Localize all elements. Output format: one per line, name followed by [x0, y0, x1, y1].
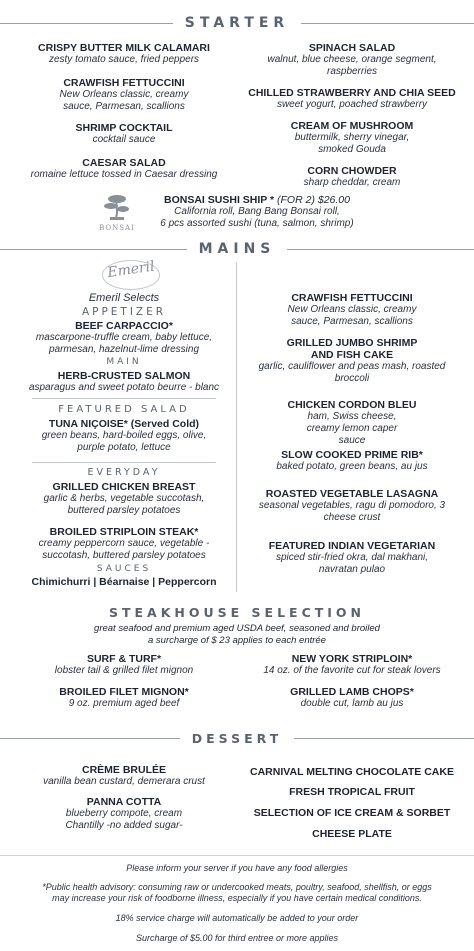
divider — [0, 855, 474, 856]
menu-item — [18, 653, 230, 677]
everyday-label: EVERYDAY — [87, 467, 161, 478]
item-name: CRÈME BRULÉE — [81, 764, 166, 776]
featured-salad-label: FEATURED SALAD — [58, 404, 190, 415]
item-name: CHILLED STRAWBERRY AND CHIA SEED — [248, 87, 456, 99]
emeril-logo: Emeril — [106, 258, 156, 282]
allergy-notice: Please inform your server if you have any food allergies — [126, 863, 348, 873]
item-name: SLOW COOKED PRIME RIB* — [281, 449, 423, 461]
item-desc: 6 pcs assorted sushi (tuna, salmon, shrimp) — [160, 218, 354, 229]
item-name: CHEESE PLATE — [312, 828, 392, 840]
item-desc: double cut, lamb au jus — [300, 698, 404, 709]
item-desc: spiced stir-fried okra, dal makhani, navratan pulao — [275, 552, 429, 575]
item-price: (FOR 2) $26.00 — [274, 194, 350, 206]
item-name: SELECTION OF ICE CREAM & SORBET — [253, 807, 451, 819]
item-desc: New Orleans classic, creamy sauce, Parmesan, scallions — [287, 304, 417, 327]
divider — [287, 249, 474, 250]
item-name: BEEF CARPACCIO* — [75, 320, 173, 332]
main-label: MAIN — [106, 357, 142, 367]
column-divider — [236, 262, 237, 592]
menu-item — [242, 828, 462, 840]
divider — [301, 23, 474, 24]
item-desc: lobster tail & grilled filet mignon — [54, 665, 194, 676]
item-name: CRISPY BUTTER MILK CALAMARI — [38, 42, 210, 54]
item-name: TUNA NIÇOISE* (Served Cold) — [48, 418, 200, 430]
item-name: NEW YORK STRIPLOIN* — [291, 653, 413, 665]
menu-item-bonsai — [140, 194, 374, 230]
menu-item — [242, 165, 462, 189]
dessert-header — [0, 730, 474, 746]
item-desc: romaine lettuce tossed in Caesar dressing — [30, 169, 218, 180]
item-desc: sweet yogurt, poached strawberry — [276, 99, 428, 110]
menu-item — [242, 540, 462, 576]
menu-item — [18, 796, 230, 832]
item-name: GRILLED LAMB CHOPS* — [290, 686, 414, 698]
divider — [294, 738, 474, 739]
sauces-label: SAUCES — [96, 564, 152, 574]
item-name: HERB-CRUSTED SALMON — [57, 370, 191, 382]
menu-item — [242, 449, 462, 473]
divider — [32, 398, 216, 399]
bonsai-logo-text: BONSAI — [99, 224, 135, 232]
menu-item — [18, 122, 230, 146]
menu-item — [242, 488, 462, 524]
divider — [0, 738, 180, 739]
item-desc: New Orleans classic, creamy sauce, Parmesan, scallions — [59, 89, 189, 112]
item-desc: zesty tomato sauce, fried peppers — [48, 54, 200, 65]
divider — [0, 23, 173, 24]
starter-header — [0, 15, 474, 31]
item-name: FEATURED INDIAN VEGETARIAN — [268, 540, 436, 552]
item-desc: California roll, Bang Bang Bonsai roll, — [174, 206, 340, 217]
menu-item — [242, 807, 462, 819]
menu-item — [242, 337, 462, 385]
menu-item — [18, 320, 230, 356]
menu-item — [242, 786, 462, 798]
item-desc: baked potato, green beans, au jus — [276, 461, 428, 472]
steakhouse-surcharge: a surcharge of $ 23 applies to each entrée — [148, 635, 326, 646]
menu-item — [18, 157, 230, 181]
dessert-title: DESSERT — [191, 730, 283, 746]
item-desc: asparagus and sweet potato beurre - blanc — [28, 382, 220, 393]
appetizer-label: APPETIZER — [81, 306, 167, 318]
menu-item — [18, 481, 230, 517]
item-name: CARNIVAL MELTING CHOCOLATE CAKE — [250, 766, 454, 778]
item-desc: buttermilk, sherry vinegar, smoked Gouda — [294, 132, 410, 155]
item-name: SURF & TURF* — [86, 653, 162, 665]
item-name: CAESAR SALAD — [82, 157, 166, 169]
item-desc: sharp cheddar, cream — [303, 177, 401, 188]
steakhouse-header — [0, 604, 474, 620]
item-name: GRILLED CHICKEN BREAST — [52, 481, 196, 493]
item-desc: walnut, blue cheese, orange segment, raspberries — [267, 54, 437, 77]
steakhouse-intro: great seafood and premium aged USDA beef, seasoned and broiled — [94, 623, 380, 634]
menu-item — [242, 686, 462, 710]
item-desc: ham, Swiss cheese, creamy lemon caper sauce — [306, 411, 398, 446]
steakhouse-title: STEAKHOUSE SELECTION — [108, 604, 366, 620]
surcharge-notice: Surcharge of $5.00 for third entree or more applies — [135, 933, 339, 943]
item-desc: 9 oz. premium aged beef — [68, 698, 180, 709]
item-name: PANNA COTTA — [86, 796, 162, 808]
menu-item — [18, 686, 230, 710]
item-desc: green beans, hard-boiled eggs, olive, purple potato, lettuce — [41, 430, 207, 453]
item-desc: cocktail sauce — [92, 134, 156, 145]
item-desc: garlic & herbs, vegetable succotash, buttered parsley potatoes — [43, 493, 205, 516]
health-advisory: *Public health advisory: consuming raw or undercooked meats, poultry, seafood, shellfish, or eggs may increase your risk of foodborne illness, especially if you have certain medical conditions. — [42, 882, 432, 903]
item-name: CORN CHOWDER — [307, 165, 397, 177]
menu-item — [242, 42, 462, 78]
item-desc: creamy peppercorn sauce, vegetable - succotash, buttered parsley potatoes — [38, 538, 210, 561]
menu-item — [18, 418, 230, 454]
item-name: BONSAI SUSHI SHIP * — [164, 194, 275, 206]
item-name: ROASTED VEGETABLE LASAGNA — [265, 488, 439, 500]
divider — [32, 462, 216, 463]
item-desc: seasonal vegetables, ragu di pomodoro, 3 cheese crust — [258, 500, 446, 523]
item-desc: blueberry compote, cream Chantilly -no added sugar- — [65, 808, 183, 831]
sauces-list — [18, 576, 230, 588]
item-name: CRAWFISH FETTUCCINI — [291, 292, 413, 304]
item-desc: 14 oz. of the favorite cut for steak lovers — [263, 665, 441, 676]
item-name: CHICKEN CORDON BLEU — [287, 399, 417, 411]
emeril-selects-label: Emeril Selects — [88, 292, 160, 304]
menu-item — [242, 766, 462, 778]
item-desc: garlic, cauliflower and peas mash, roasted broccoli — [258, 361, 446, 384]
item-desc: mascarpone-truffle cream, baby lettuce, parmesan, hazelnut-lime dressing — [35, 332, 213, 355]
menu-item — [242, 87, 462, 111]
item-desc: vanilla bean custard, demerara crust — [43, 776, 205, 787]
item-name: BROILED FILET MIGNON* — [59, 686, 189, 698]
menu-item — [242, 292, 462, 328]
sauces-text: Chimichurri | Béarnaise | Peppercorn — [31, 576, 217, 588]
menu-item — [18, 764, 230, 788]
item-name: FRESH TROPICAL FRUIT — [289, 786, 415, 798]
menu-item — [18, 370, 230, 394]
item-name: GRILLED JUMBO SHRIMP AND FISH CAKE — [286, 337, 418, 361]
starter-title: STARTER — [184, 15, 290, 31]
mains-title: MAINS — [198, 241, 276, 257]
service-charge-notice: 18% service charge will automatically be added to your order — [115, 913, 359, 923]
item-name: SHRIMP COCKTAIL — [75, 122, 173, 134]
menu-item — [242, 653, 462, 677]
item-name: CREAM OF MUSHROOM — [290, 120, 414, 132]
menu-item — [242, 120, 462, 156]
divider — [0, 249, 187, 250]
menu-item — [18, 526, 230, 562]
bonsai-tree-icon — [102, 193, 132, 239]
item-name: BROILED STRIPLOIN STEAK* — [49, 526, 199, 538]
item-name: SPINACH SALAD — [308, 42, 396, 54]
mains-header — [0, 241, 474, 257]
menu-item — [18, 77, 230, 113]
item-name: CRAWFISH FETTUCCINI — [63, 77, 185, 89]
menu-item — [18, 42, 230, 66]
menu-item — [242, 399, 462, 447]
